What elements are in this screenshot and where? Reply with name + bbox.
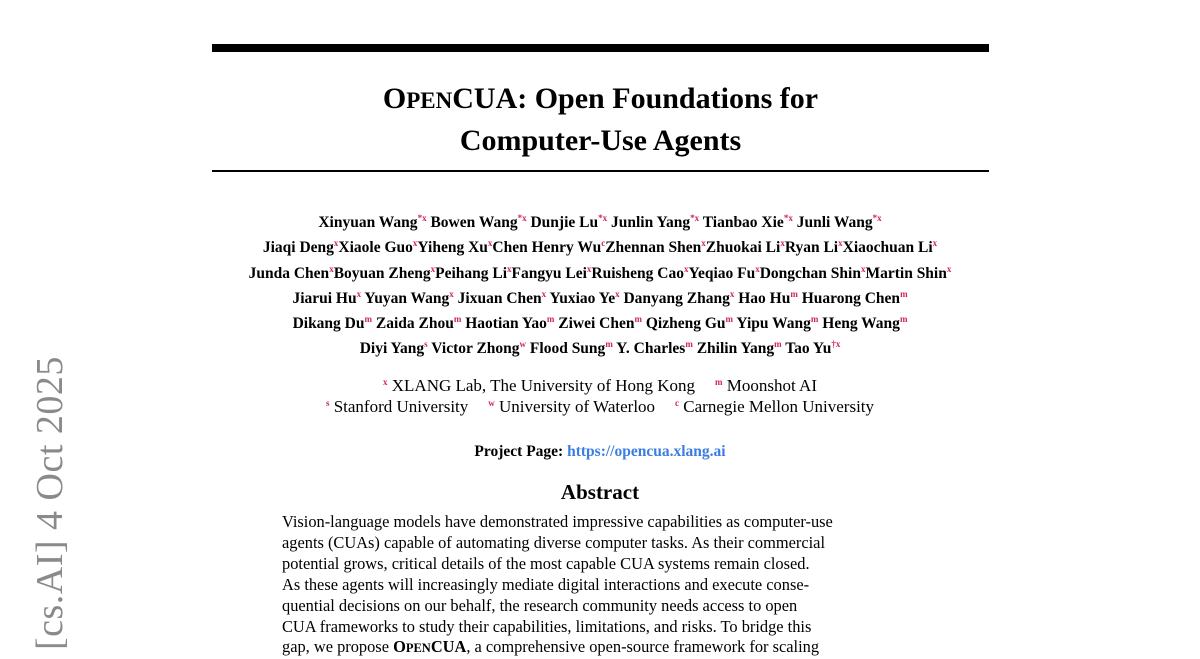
project-page bbox=[200, 442, 1000, 462]
abstract-line: agents (CUAs) capable of automating diverse computer tasks. As their commercial bbox=[282, 532, 826, 552]
author-name: Jiaqi Deng$^x$ bbox=[262, 238, 339, 257]
author-name: Heng Wang$^m$ bbox=[822, 314, 908, 333]
author-affiliation-mark: x bbox=[412, 238, 418, 249]
author-name: Diyi Yang$^s$ bbox=[359, 339, 428, 358]
author-name: Dikang Du$^m$ bbox=[292, 314, 372, 333]
author-affiliation-mark: x bbox=[838, 238, 843, 249]
author-affiliation-mark: m bbox=[900, 288, 908, 299]
affiliation: $^w$ University of Waterloo bbox=[488, 397, 656, 416]
author-name: Zhilin Yang$^m$ bbox=[696, 339, 782, 358]
affiliation-mark: m bbox=[715, 377, 723, 387]
author-affiliation-mark: x bbox=[449, 288, 454, 299]
title-smallcaps-rest: PEN bbox=[406, 88, 453, 113]
abstract-body bbox=[282, 512, 922, 659]
system-name: OPENCUA bbox=[393, 637, 467, 657]
affiliation-mark: c bbox=[675, 398, 680, 408]
affiliation: $^m$ Moonshot AI bbox=[715, 376, 817, 395]
author-name: Junlin Yang$^{*x}$ bbox=[610, 213, 700, 231]
author-affiliation-mark: x bbox=[946, 263, 952, 274]
author-affiliation-mark: x bbox=[329, 263, 334, 274]
author-affiliation-mark: x bbox=[333, 238, 339, 249]
author-name: Yiheng Xu$^x$ bbox=[417, 238, 493, 257]
author-name: Y. Charles$^m$ bbox=[616, 339, 693, 358]
author-affiliation-mark: x bbox=[586, 263, 592, 274]
project-page-label: Project Page: bbox=[474, 443, 564, 460]
author-name: Yuxiao Ye$^x$ bbox=[549, 288, 620, 307]
author-name: Flood Sung$^m$ bbox=[529, 339, 613, 358]
author-affiliation-mark: x bbox=[615, 288, 620, 299]
abstract-line: gap, we propose OPENCUA, a comprehensive open-source framework for scaling bbox=[282, 637, 820, 657]
author-affiliation-mark: x bbox=[356, 288, 362, 299]
abstract-line: potential grows, critical details of the most capable CUA systems remain closed. bbox=[282, 553, 810, 573]
abstract-heading: Abstract bbox=[560, 480, 640, 504]
author-affiliation-mark: m bbox=[364, 314, 372, 325]
author-affiliation-mark: *x bbox=[598, 213, 608, 223]
author-name: Bowen Wang$^{*x}$ bbox=[430, 213, 527, 231]
author-name: Qizheng Gu$^m$ bbox=[645, 314, 734, 333]
abstract-line: As these agents will increasingly mediate digital interactions and execute conse- bbox=[282, 574, 810, 594]
title-bottom-rule bbox=[212, 170, 989, 172]
author-affiliation-mark: m bbox=[774, 339, 782, 350]
author-affiliation-mark: *x bbox=[690, 213, 700, 223]
title-line-1 bbox=[212, 79, 989, 121]
author-affiliation-mark: w bbox=[519, 339, 527, 350]
author-name: Yeqiao Fu$^x$ bbox=[688, 263, 760, 282]
author-name: Dunjie Lu$^{*x}$ bbox=[530, 213, 608, 231]
author-line bbox=[200, 286, 1000, 311]
author-affiliation-mark: x bbox=[683, 263, 689, 274]
author-line bbox=[200, 261, 1000, 286]
author-name: Martin Shin$^x$ bbox=[865, 263, 952, 282]
affiliation: $^c$ Carnegie Mellon University bbox=[675, 397, 875, 416]
author-name: Danyang Zhang$^x$ bbox=[623, 288, 735, 307]
author-name: Junda Chen$^x$ bbox=[248, 263, 334, 282]
author-name: Boyuan Zheng$^x$ bbox=[333, 263, 436, 282]
author-name: Jiarui Hu$^x$ bbox=[292, 288, 362, 307]
author-name: Yuyan Wang$^x$ bbox=[364, 288, 454, 307]
arxiv-stamp: [cs.AI] 4 Oct 2025 bbox=[29, 356, 71, 650]
affiliation: $^x$ XLANG Lab, The University of Hong Kong bbox=[383, 376, 696, 395]
author-affiliation-mark: †x bbox=[831, 339, 841, 350]
author-name: Yipu Wang$^m$ bbox=[736, 314, 819, 333]
title-line-1-rest: CUA: Open Foundations for bbox=[452, 82, 819, 115]
author-name: Junli Wang$^{*x}$ bbox=[796, 213, 882, 231]
author-affiliation-mark: s bbox=[424, 339, 428, 350]
author-name: Xiaole Guo$^x$ bbox=[338, 238, 418, 257]
author-name: Zhuokai Li$^x$ bbox=[705, 238, 785, 257]
author-name: Ziwei Chen$^m$ bbox=[558, 314, 642, 333]
author-name: Dongchan Shin$^x$ bbox=[759, 263, 866, 282]
author-name: Ruisheng Cao$^x$ bbox=[591, 263, 689, 282]
abstract-line: Vision-language models have demonstrated impressive capabilities as computer-use bbox=[282, 512, 833, 531]
author-affiliation-mark: m bbox=[685, 339, 693, 350]
author-name: Victor Zhong$^w$ bbox=[431, 339, 527, 358]
author-affiliation-mark: *x bbox=[417, 213, 427, 223]
affiliation-line bbox=[200, 375, 1000, 396]
author-name: Haotian Yao$^m$ bbox=[465, 314, 555, 333]
affiliation-list bbox=[200, 375, 1000, 417]
author-affiliation-mark: *x bbox=[783, 213, 793, 223]
title-smallcaps-initial: O bbox=[382, 82, 407, 115]
project-page-link[interactable]: https://opencua.xlang.ai bbox=[567, 443, 726, 460]
author-affiliation-mark: m bbox=[810, 314, 819, 325]
author-line bbox=[200, 311, 1000, 336]
author-affiliation-mark: *x bbox=[872, 213, 882, 223]
author-name: Fangyu Lei$^x$ bbox=[511, 263, 592, 282]
author-affiliation-mark: m bbox=[605, 339, 613, 350]
author-affiliation-mark: m bbox=[899, 314, 908, 325]
affiliation-mark: w bbox=[488, 398, 495, 408]
affiliation-line bbox=[200, 396, 1000, 417]
affiliation-mark: s bbox=[325, 398, 330, 408]
author-affiliation-mark: x bbox=[860, 263, 866, 274]
author-name: Zaida Zhou$^m$ bbox=[375, 314, 462, 333]
author-affiliation-mark: x bbox=[507, 263, 512, 274]
author-affiliation-mark: m bbox=[453, 314, 462, 325]
author-name: Ryan Li$^x$ bbox=[784, 238, 843, 257]
author-affiliation-mark: *x bbox=[517, 213, 527, 223]
author-affiliation-mark: m bbox=[634, 314, 642, 325]
author-affiliation-mark: m bbox=[725, 314, 734, 325]
author-affiliation-mark: c bbox=[601, 238, 606, 249]
author-affiliation-mark: x bbox=[541, 288, 547, 299]
author-name: Peihang Li$^x$ bbox=[435, 263, 512, 282]
author-affiliation-mark: x bbox=[729, 288, 735, 299]
author-affiliation-mark: m bbox=[546, 314, 555, 325]
author-affiliation-mark: x bbox=[755, 263, 760, 274]
affiliation: $^s$ Stanford University bbox=[325, 397, 469, 416]
author-name: Tianbao Xie$^{*x}$ bbox=[702, 213, 793, 231]
author-name: Chen Henry Wu$^c$ bbox=[492, 238, 606, 257]
author-name: Tao Yu$^{\dagger x}$ bbox=[785, 339, 841, 358]
author-line bbox=[200, 336, 1000, 361]
author-name: Hao Hu$^m$ bbox=[738, 288, 798, 307]
title-top-rule bbox=[212, 44, 989, 52]
abstract-line: quential decisions on our behalf, the research community needs access to open bbox=[282, 595, 798, 615]
author-affiliation-mark: x bbox=[701, 238, 706, 249]
author-name: Xiaochuan Li$^x$ bbox=[842, 238, 938, 257]
author-name: Zhennan Shen$^x$ bbox=[605, 238, 706, 257]
paper-title bbox=[212, 79, 989, 161]
author-affiliation-mark: x bbox=[487, 238, 493, 249]
author-affiliation-mark: x bbox=[932, 238, 938, 249]
author-name: Huarong Chen$^m$ bbox=[801, 288, 908, 307]
author-line bbox=[200, 235, 1000, 260]
affiliation-mark: x bbox=[383, 377, 388, 387]
author-affiliation-mark: x bbox=[780, 238, 785, 249]
author-list bbox=[200, 210, 1000, 362]
abstract-line: CUA frameworks to study their capabilities, limitations, and risks. To bridge this bbox=[282, 616, 812, 636]
author-line bbox=[200, 210, 1000, 235]
title-line-2: Computer-Use Agents bbox=[459, 124, 742, 157]
author-name: Jixuan Chen$^x$ bbox=[457, 288, 547, 307]
author-affiliation-mark: m bbox=[790, 288, 798, 299]
author-name: Xinyuan Wang$^{*x}$ bbox=[318, 213, 427, 231]
author-affiliation-mark: x bbox=[430, 263, 436, 274]
